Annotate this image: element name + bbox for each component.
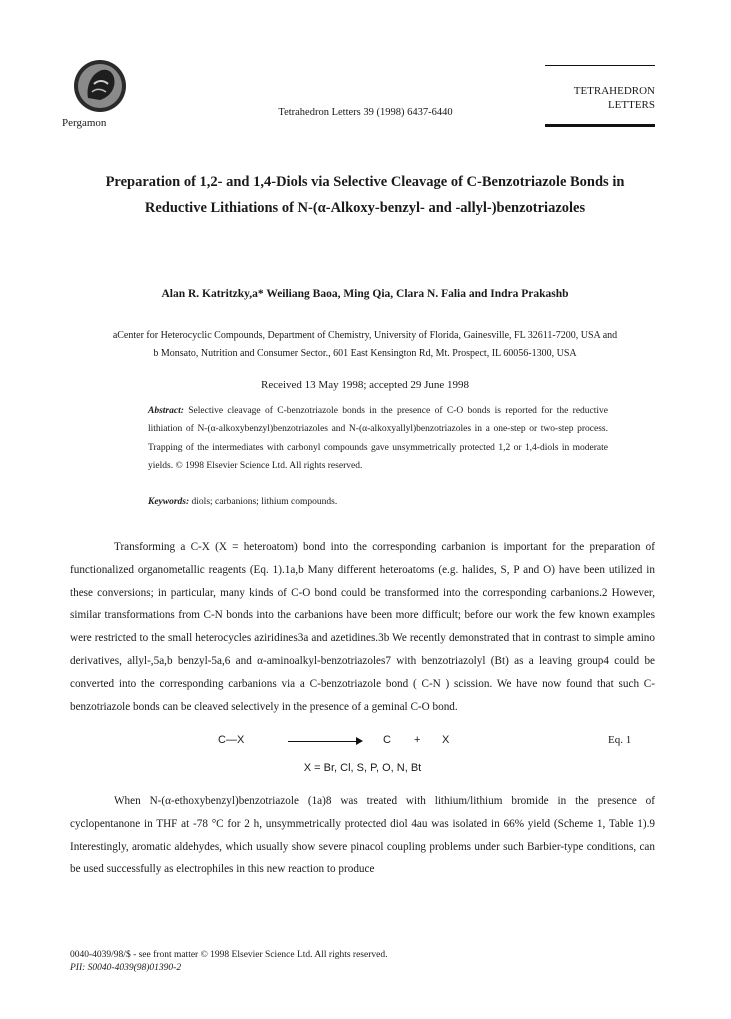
equation-1 <box>70 734 655 750</box>
article-title <box>80 169 650 221</box>
body-paragraph-1: Transforming a C-X (X = heteroatom) bond into the corresponding carbanion is important for the preparation of functionalized organometallic reagents (Eq. 1).1a,b Many different heteroatoms (e.g. halides, S, P and O) have been utilized in these conversions; in particular, many kinds of C-O bond could be transformed into the corresponding carbanions.2 However, similar transformations from C-N bonds into the carbanions have been more difficult; before our work the few known examples were restricted to the small heterocycles aziridines3a and azetidines.3b We recently demonstrated that in contrast to simple amino derivatives, allyl-,5a,b benzyl-5a,6 and α-aminoalkyl-benzotriazoles7 with benzotriazolyl (Bt) as a leaving group4 could be converted into the corresponding carbanions via a C-benzotriazole bond ( C-N ) scission. We have now found that such C-benzotriazole bonds can be cleaved selectively in the presence of a geminal C-O bond. <box>70 541 655 713</box>
equation-plus: + <box>414 734 421 746</box>
journal-name-line1: TETRAHEDRON <box>573 85 655 97</box>
affiliation-a: aCenter for Heterocyclic Compounds, Department of Chemistry, University of Florida, Gainesville, FL 32611-7200, USA and <box>112 330 618 341</box>
journal-name <box>545 84 655 112</box>
abstract <box>148 402 608 475</box>
journal-name-box <box>545 65 655 127</box>
journal-name-line2: LETTERS <box>607 99 655 111</box>
publisher-name: Pergamon <box>62 117 107 129</box>
affiliation-b: b Monsato, Nutrition and Consumer Sector., 601 East Kensington Rd, Mt. Prospect, IL 60056-1300, USA <box>153 348 577 359</box>
reaction-arrow <box>288 741 358 742</box>
received-dates: Received 13 May 1998; accepted 29 June 1998 <box>260 379 470 391</box>
keywords <box>148 497 608 507</box>
equation-rhs-carbanion: C <box>383 734 391 746</box>
equation-rhs-anion: X <box>442 734 450 746</box>
keywords-label: Keywords: <box>148 497 190 507</box>
body-paragraph-2: When N-(α-ethoxybenzyl)benzotriazole (1a)8 was treated with lithium/lithium bromide in the presence of cyclopentanone in THF at -78 °C for 2 h, unsymmetrically protected diol 4au was isolated in 66% yield (Scheme 1, Table 1).9 Interestingly, aromatic aldehydes, which usually show severe pinacol coupling problems under such Barbier-type conditions, can be used successfully as electrophiles in this new reaction to produce <box>70 795 655 876</box>
abstract-label: Abstract: <box>148 406 184 416</box>
equation-substituents: X = Br, Cl, S, P, O, N, Bt <box>303 762 422 774</box>
footer-pii: PII: S0040-4039(98)01390-2 <box>70 963 182 973</box>
abstract-text: Selective cleavage of C-benzotriazole bonds in the presence of C-O bonds is reported for the reductive lithiation of N-(α-alkoxybenzyl)benzotriazoles and N-(α-alkoxyallyl)benzotriazoles in a one-step or two-step process. Trapping of the intermediates with carbonyl compounds gave unsymmetrically protected 1,2 or 1,4-diols in moderate yields. © 1998 Elsevier Science Ltd. All rights reserved. <box>148 406 608 471</box>
author-list: Alan R. Katritzky,a* Weiliang Baoa, Ming Qia, Clara N. Falia and Indra Prakashb <box>161 288 569 300</box>
bottom-rule <box>545 124 655 127</box>
top-rule <box>545 65 655 66</box>
footer-copyright: 0040-4039/98/$ - see front matter © 1998 Elsevier Science Ltd. All rights reserved. <box>70 950 388 960</box>
title-line-1: Preparation of 1,2- and 1,4-Diols via Selective Cleavage of C-Benzotriazole Bonds in <box>105 174 625 190</box>
affiliations <box>60 327 670 363</box>
equation-label: Eq. 1 <box>608 734 632 746</box>
equation-lhs: C—X <box>218 734 245 746</box>
title-line-2: Reductive Lithiations of N-(α-Alkoxy-benzyl- and -allyl-)benzotriazoles <box>144 200 586 216</box>
keywords-text: diols; carbanions; lithium compounds. <box>191 497 338 507</box>
copyright-footer <box>70 949 387 975</box>
arrow-head-icon <box>356 737 363 745</box>
journal-citation: Tetrahedron Letters 39 (1998) 6437-6440 <box>278 107 453 118</box>
